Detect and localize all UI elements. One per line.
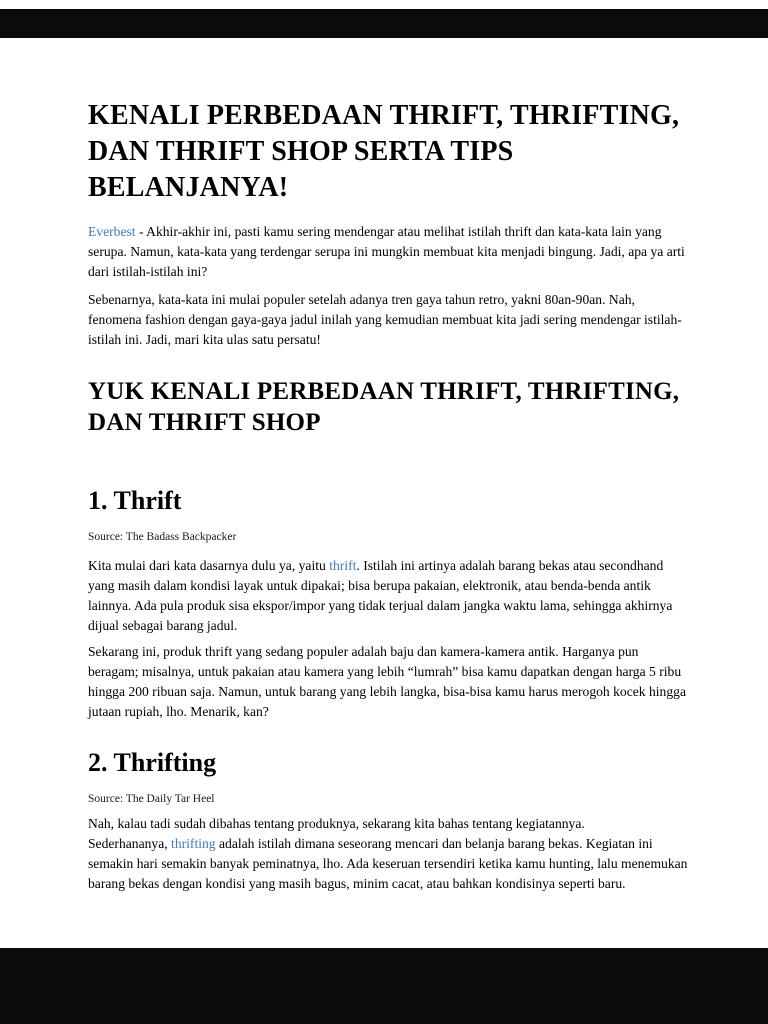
article-body (88, 0, 688, 894)
section-heading: YUK KENALI PERBEDAAN THRIFT, THRIFTING, DAN THRIFT SHOP (88, 378, 680, 436)
thrifting-paragraph-line-1: Nah, kalau tadi sudah dibahas tentang produknya, sekarang kita bahas tentang kegiatannya. (88, 816, 585, 831)
thrifting-heading: 2. Thrifting (88, 748, 217, 777)
intro-paragraph-1 (88, 222, 688, 282)
everbest-link[interactable]: Everbest (88, 224, 136, 239)
thrift-paragraph-1-rest: . Istilah ini artinya adalah barang bekas atau secondhand yang masih dalam kondisi layak untuk dipakai; bisa berupa pakaian, elektronik, atau benda-benda antik lainnya. Ada pula produk sisa ekspor/impor yang tidak terjual dalam jangka waktu lama, sehingga akhirnya dijual sebagai barang jadul. (88, 558, 673, 633)
intro-paragraph-1-text: - Akhir-akhir ini, pasti kamu sering mendengar atau melihat istilah thrift dan kata-kata lain yang serupa. Namun, kata-kata yang terdengar serupa ini mungkin membuat kita menjadi bingung. Jadi, apa ya arti dari istilah-istilah ini? (88, 224, 685, 279)
intro-paragraph-2: Sebenarnya, kata-kata ini mulai populer setelah adanya tren gaya tahun retro, yakni 80an-90an. Nah, fenomena fashion dengan gaya-gaya jadul inilah yang kemudian membuat kita jadi sering mendengar istilah-istilah ini. Jadi, mari kita ulas satu persatu! (88, 292, 682, 347)
thrifting-link[interactable]: thrifting (171, 836, 216, 851)
thrift-paragraph-1 (88, 556, 688, 636)
thrift-paragraph-1-lead: Kita mulai dari kata dasarnya dulu ya, yaitu (88, 558, 330, 573)
thrifting-paragraph-rest: adalah istilah dimana seseorang mencari dan belanja barang bekas. Kegiatan ini semakin hari semakin banyak peminatnya, lho. Ada keseruan tersendiri ketika kamu hunting, lalu menemukan barang bekas dengan kondisi yang masih bagus, minim cacat, atau bahkan kondisinya seperti baru. (88, 836, 688, 891)
thrift-heading: 1. Thrift (88, 486, 182, 515)
thrifting-paragraph-line-2-lead: Sederhananya, (88, 836, 172, 851)
source-caption-daily-tar-heel: Source: The Daily Tar Heel (88, 793, 215, 805)
article-title: KENALI PERBEDAAN THRIFT, THRIFTING, DAN THRIFT SHOP SERTA TIPS BELANJANYA! (88, 100, 680, 203)
bottom-letterbox-bar (0, 948, 768, 1024)
thrifting-paragraph-1 (88, 814, 688, 894)
thrift-paragraph-2: Sekarang ini, produk thrift yang sedang populer adalah baju dan kamera-kamera antik. Harganya pun beragam; misalnya, untuk pakaian atau kamera yang lebih “lumrah” bisa kamu dapatkan dengan harga 5 ribu hingga 200 ribuan saja. Namun, untuk barang yang lebih langka, bisa-bisa kamu harus merogoh kocek hingga jutaan rupiah, lho. Menarik, kan? (88, 644, 686, 719)
source-caption-badass-backpacker: Source: The Badass Backpacker (88, 531, 237, 543)
thrift-link[interactable]: thrift (329, 558, 357, 573)
